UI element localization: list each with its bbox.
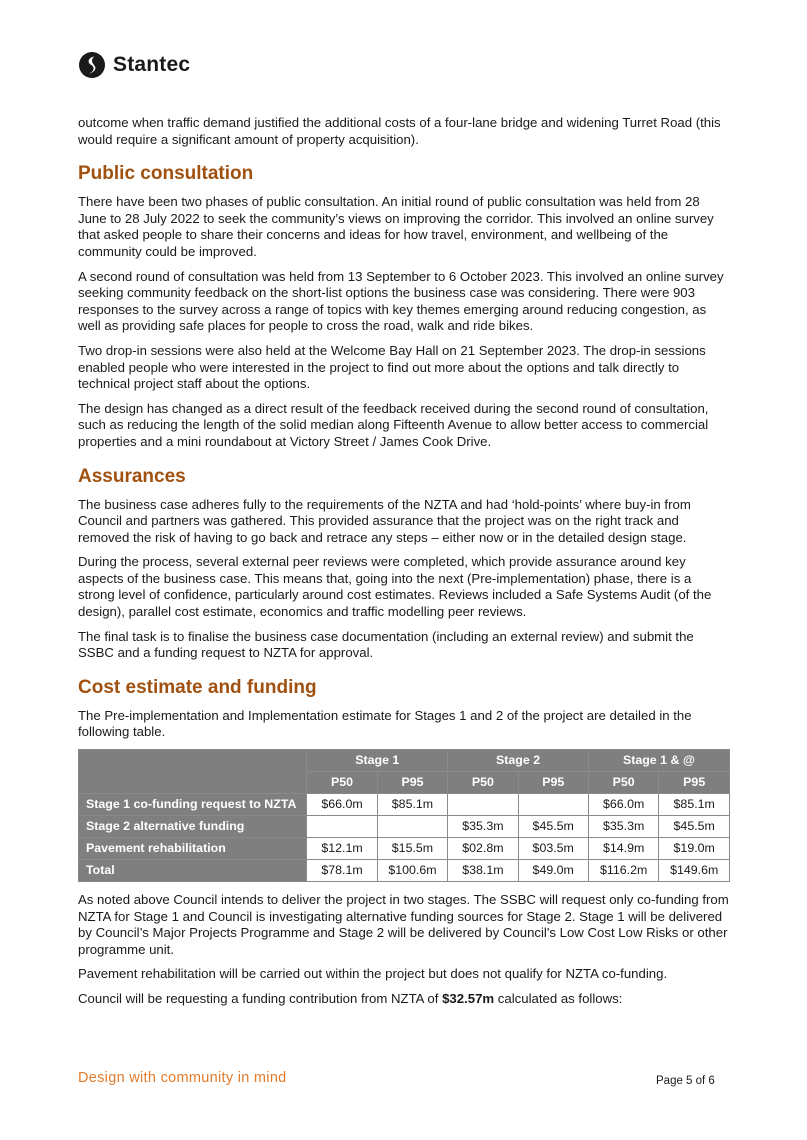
intro-paragraph: outcome when traffic demand justified the additional costs of a four-lane bridge and widening Turret Road (this would require a significant amount of property acquisition).	[78, 115, 721, 147]
subheader: P50	[448, 772, 518, 794]
table-cell: $35.3m	[448, 816, 518, 838]
paragraph: As noted above Council intends to deliver the project in two stages. The SSBC will request only co-funding from NZTA for Stage 1 and Council is investigating alternative funding sources for Stage 2. Stage 1 will be delivered by Council’s Major Projects Programme and Stage 2 will be delivered by Council's Low Cost Low Risks or other programme unit.	[78, 892, 729, 957]
table-cell: $38.1m	[448, 860, 518, 882]
table-cell: $66.0m	[307, 794, 377, 816]
table-cell	[377, 816, 448, 838]
subheader: P95	[377, 772, 448, 794]
public-consultation-heading: Public consultation	[78, 163, 254, 185]
table-corner	[79, 750, 307, 794]
assurances-heading: Assurances	[78, 465, 186, 487]
table-cell: $66.0m	[588, 794, 659, 816]
table-cell: $85.1m	[659, 794, 730, 816]
table-row	[79, 816, 730, 838]
table-cell	[518, 794, 588, 816]
paragraph: The design has changed as a direct result of the feedback received during the second round of consultation, such as reducing the length of the solid median along Fifteenth Avenue to allow better access to commercial properties and a mini roundabout at Victory Street / James Cook Drive.	[78, 400, 709, 449]
row-label: Pavement rehabilitation	[79, 838, 307, 860]
paragraph: The business case adheres fully to the requirements of the NZTA and had ‘hold-points’ where buy-in from Council and partners was gathered. This provided assurance that the project was on the right track and removed the risk of having to go back and retrace any steps – either now or in the detailed design stage.	[78, 496, 691, 545]
subheader: P95	[659, 772, 730, 794]
table-row	[79, 860, 730, 882]
subheader: P50	[307, 772, 377, 794]
document-body	[78, 115, 730, 1016]
funding-paragraph	[78, 991, 730, 1008]
paragraph: The Pre-implementation and Implementation estimate for Stages 1 and 2 of the project are detailed in the following table.	[78, 707, 692, 740]
group-header: Stage 1	[307, 750, 448, 772]
stantec-logo	[78, 51, 190, 79]
table-row	[79, 794, 730, 816]
subheader: P50	[588, 772, 659, 794]
table-cell: $14.9m	[588, 838, 659, 860]
paragraph: Two drop-in sessions were also held at the Welcome Bay Hall on 21 September 2023. The drop-in sessions enabled people who were interested in the project to find out more about the options and talk directly to technical project staff about the options.	[78, 342, 706, 392]
table-cell: $149.6m	[659, 860, 730, 882]
table-cell: $45.5m	[659, 816, 730, 838]
table-cell: $85.1m	[377, 794, 448, 816]
table-cell: $116.2m	[588, 860, 659, 882]
paragraph: There have been two phases of public consultation. An initial round of public consultation was held from 28 June to 28 July 2022 to seek the community’s views on improving the corridor. This involved an online survey that asked people to share their concerns and ideas for how travel, environment, and wellbeing of the community could be improved.	[78, 194, 714, 259]
table-cell: $02.8m	[448, 838, 518, 860]
funding-amount: $32.57m	[442, 991, 495, 1006]
table-cell	[448, 794, 518, 816]
row-label: Stage 2 alternative funding	[79, 816, 307, 838]
cost-estimate-heading: Cost estimate and funding	[78, 676, 317, 698]
table-cell: $19.0m	[659, 838, 730, 860]
table-cell: $35.3m	[588, 816, 659, 838]
stantec-logo-icon	[78, 51, 106, 79]
group-header: Stage 1 & @	[588, 750, 729, 772]
row-label: Stage 1 co-funding request to NZTA	[79, 794, 307, 816]
table-cell	[307, 816, 377, 838]
table-cell: $45.5m	[518, 816, 588, 838]
paragraph: The final task is to finalise the business case documentation (including an external review) and submit the SSBC and a funding request to NZTA for approval.	[78, 628, 694, 661]
row-label: Total	[79, 860, 307, 882]
table-cell: $100.6m	[377, 860, 448, 882]
group-header: Stage 2	[448, 750, 589, 772]
table-cell: $03.5m	[518, 838, 588, 860]
table-header-row	[79, 750, 730, 772]
paragraph: Pavement rehabilitation will be carried out within the project but does not qualify for NZTA co-funding.	[78, 966, 668, 982]
table-cell: $15.5m	[377, 838, 448, 860]
table-cell: $78.1m	[307, 860, 377, 882]
table-cell: $12.1m	[307, 838, 377, 860]
funding-text-post: calculated as follows:	[494, 991, 623, 1006]
subheader: P95	[518, 772, 588, 794]
footer-tagline: Design with community in mind	[78, 1070, 287, 1086]
cost-table	[78, 749, 730, 882]
paragraph: During the process, several external peer reviews were completed, which provide assurance around key aspects of the business case. This means that, going into the next (Pre-implementation) phase, there is a strong level of confidence, particularly around cost estimates. Reviews included a Safe Systems Audit (of the design), parallel cost estimate, economics and traffic modelling peer reviews.	[78, 554, 712, 620]
logo-text: Stantec	[113, 53, 191, 76]
table-cell: $49.0m	[518, 860, 588, 882]
paragraph: A second round of consultation was held from 13 September to 6 October 2023. This involved an online survey seeking community feedback on the short-list options the business case was considering. There were 903 responses to the survey across a range of topics with key themes emerging around reducing congestion, as well as providing safe places for people to cross the road, walk and ride bikes.	[78, 268, 724, 334]
table-row	[79, 838, 730, 860]
funding-text-pre: Council will be requesting a funding contribution from NZTA of	[78, 991, 443, 1006]
page-number: Page 5 of 6	[656, 1075, 715, 1087]
